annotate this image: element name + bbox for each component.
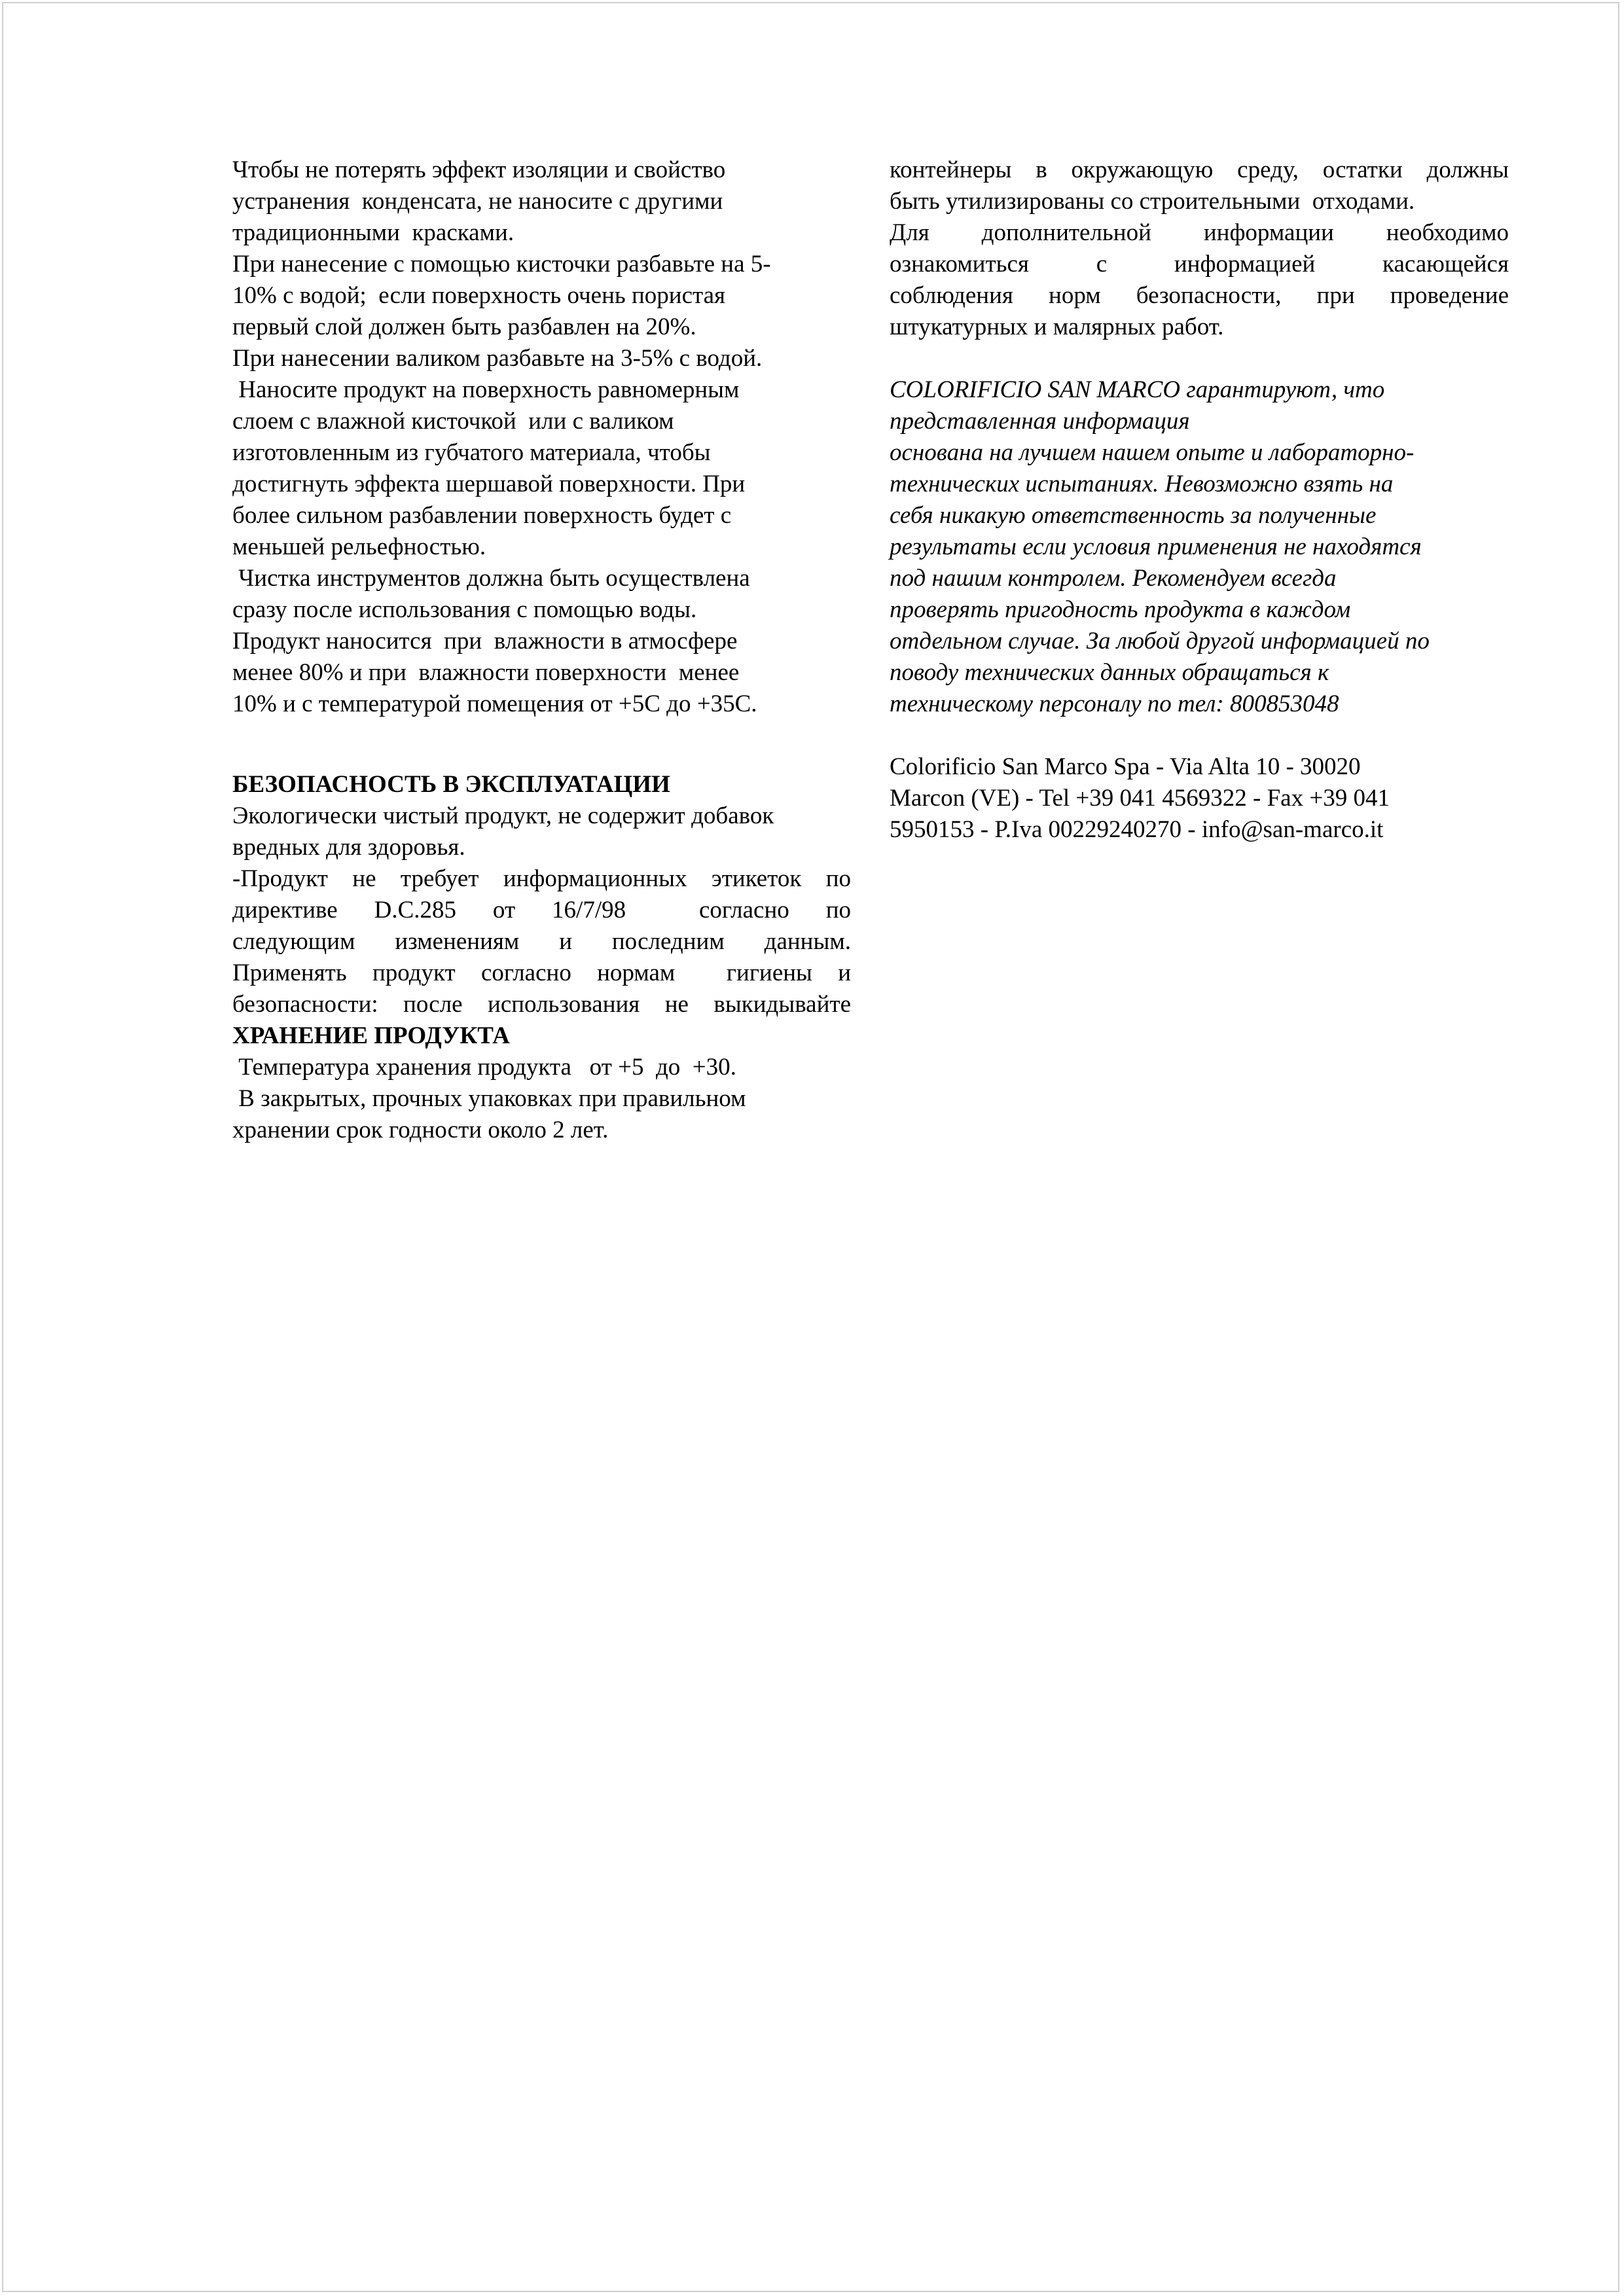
text-line: директиве D.C.285 от 16/7/98 согласно по <box>232 897 851 924</box>
paragraph-safety-info <box>890 217 1509 343</box>
company-contact-block <box>890 751 1509 846</box>
paragraph-application-conditions <box>232 626 851 720</box>
paragraph-eco-product <box>232 800 851 863</box>
text-line: быть утилизированы со строительными отходами. <box>890 188 1415 215</box>
paragraph-brush-dilution <box>232 249 851 343</box>
text-line: 5950153 - P.Iva 00229240270 - info@san-marco.it <box>890 816 1384 843</box>
paragraph-storage <box>232 1052 851 1146</box>
text-line: отдельном случае. За любой другой информацией по <box>890 628 1430 655</box>
disclaimer-block <box>890 374 1509 720</box>
spacer <box>232 751 851 769</box>
text-line: ознакомиться с информацией касающейся <box>890 251 1509 278</box>
text-line: Температура хранения продукта от +5 до +30. <box>232 1054 736 1081</box>
section-heading-storage: ХРАНЕНИЕ ПРОДУКТА <box>232 1022 510 1049</box>
text-line: Marcon (VE) - Tel +39 041 4569322 - Fax +39 041 <box>890 785 1390 812</box>
text-line: устранения конденсата, не наносите с другими <box>232 188 723 215</box>
text-line: представленная информация <box>890 408 1190 435</box>
spacer <box>232 720 851 751</box>
text-line: достигнуть эффекта шершавой поверхности. При <box>232 471 746 497</box>
text-line: В закрытых, прочных упаковках при правильном <box>232 1085 746 1112</box>
text-line: проверять пригодность продукта в каждом <box>890 596 1351 623</box>
text-line: Наносите продукт на поверхность равномерным <box>232 376 740 403</box>
text-line: технических испытаниях. Невозможно взять на <box>890 471 1394 497</box>
text-line: хранении срок годности около 2 лет. <box>232 1117 609 1143</box>
text-line: 10% с водой; если поверхность очень пористая <box>232 282 726 309</box>
text-line: Чтобы не потерять эффект изоляции и свойство <box>232 156 726 183</box>
paragraph-application <box>232 374 851 563</box>
text-line: Продукт наносится при влажности в атмосфере <box>232 628 738 655</box>
right-column <box>890 154 1509 846</box>
paragraph-disposal <box>890 154 1509 217</box>
text-line: результаты если условия применения не находятся <box>890 533 1422 560</box>
text-line: безопасности: после использования не выкидывайте <box>232 991 851 1018</box>
text-line: контейнеры в окружающую среду, остатки должны <box>890 156 1509 183</box>
text-line: Применять продукт согласно нормам гигиены и <box>232 960 851 986</box>
text-line: техническому персоналу по тел: 800853048 <box>890 691 1339 717</box>
text-line: штукатурных и малярных работ. <box>890 314 1224 340</box>
text-line: изготовленным из губчатого материала, чтобы <box>232 439 711 466</box>
text-line: Экологически чистый продукт, не содержит добавок <box>232 802 774 829</box>
text-line: следующим изменениям и последним данным. <box>232 928 851 955</box>
text-line: вредных для здоровья. <box>232 834 465 861</box>
text-line: -Продукт не требует информационных этикеток по <box>232 865 851 892</box>
text-line: COLORIFICIO SAN MARCO гарантируют, что <box>890 376 1385 403</box>
paragraph-tool-cleaning <box>232 563 851 626</box>
text-line: первый слой должен быть разбавлен на 20%. <box>232 314 696 340</box>
spacer <box>890 343 1509 374</box>
text-line: более сильном разбавлении поверхность будет с <box>232 502 732 529</box>
text-line: Чистка инструментов должна быть осуществлена <box>232 565 750 592</box>
text-line: традиционными красками. <box>232 219 514 246</box>
text-line: сразу после использования с помощью воды. <box>232 596 697 623</box>
text-line: слоем с влажной кисточкой или с валиком <box>232 408 674 435</box>
text-line: При нанесение с помощью кисточки разбавьте на 5- <box>232 251 771 278</box>
text-line: основана на лучшем нашем опыте и лабораторно- <box>890 439 1415 466</box>
paragraph-roller-dilution: При нанесении валиком разбавьте на 3-5% с водой. <box>232 345 763 372</box>
text-line: менее 80% и при влажности поверхности менее <box>232 659 740 686</box>
text-line: меньшей рельефностью. <box>232 533 486 560</box>
left-column <box>232 154 851 1146</box>
text-line: Для дополнительной информации необходимо <box>890 219 1509 246</box>
text-line: 10% и с температурой помещения от +5С до +35С. <box>232 691 757 717</box>
text-line: себя никакую ответственность за полученные <box>890 502 1377 529</box>
text-line: поводу технических данных обращаться к <box>890 659 1329 686</box>
text-line: под нашим контролем. Рекомендуем всегда <box>890 565 1337 592</box>
paragraph-insulation-warning <box>232 154 851 249</box>
spacer <box>890 720 1509 751</box>
section-heading-safety: БЕЗОПАСНОСТЬ В ЭКСПЛУАТАЦИИ <box>232 771 670 798</box>
text-line: соблюдения норм безопасности, при проведение <box>890 282 1509 309</box>
paragraph-labeling-directive <box>232 863 851 1020</box>
text-line: Colorificio San Marco Spa - Via Alta 10 - 30020 <box>890 753 1361 780</box>
